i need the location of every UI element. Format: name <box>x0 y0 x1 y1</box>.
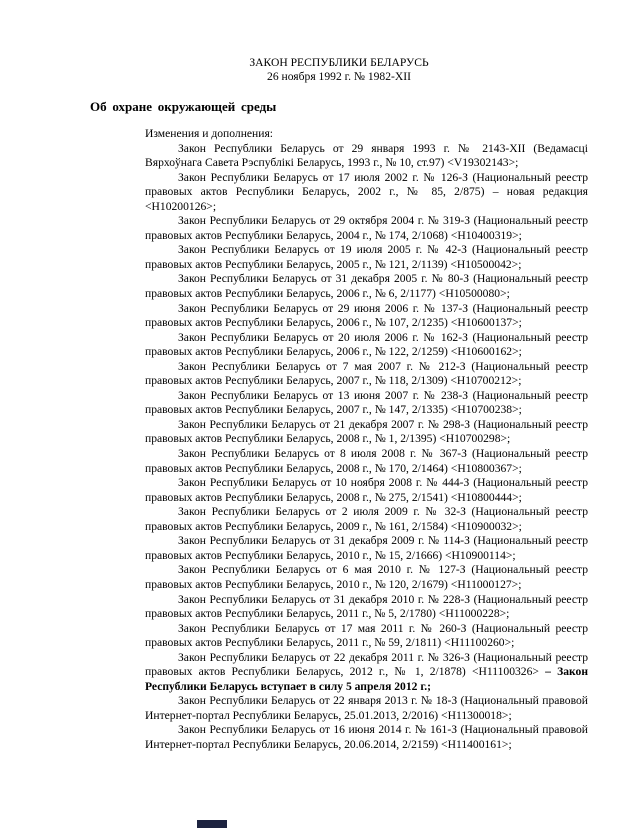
amendment-text: Закон Республики Беларусь от 20 июля 2006 г. № 162-З (Национальный реестр правовых актов Республики Беларусь, 2006 г., № 122, 2/1259) <H10600162>; <box>145 330 588 359</box>
document-title: Об охране окружающей среды <box>90 99 277 114</box>
amendment-entry <box>145 694 588 723</box>
entry-into-force-note: – Закон Республики Беларусь вступает в силу 5 апреля 2012 г.; <box>145 665 589 693</box>
amendment-text: Закон Республики Беларусь от 31 декабря 2010 г. № 228-З (Национальный реестр правовых актов Республики Беларусь, 2011 г., № 5, 2/1780) <H11000228>; <box>145 592 588 621</box>
amendment-entry <box>145 142 588 171</box>
amendment-text: Закон Республики Беларусь от 13 июня 2007 г. № 238-З (Национальный реестр правовых актов Республики Беларусь, 2007 г., № 147, 2/1335) <H10700238>; <box>145 388 588 417</box>
amendment-entry <box>145 476 588 505</box>
amendment-text: Закон Республики Беларусь от 31 декабря 2009 г. № 114-З (Национальный реестр правовых актов Республики Беларусь, 2010 г., № 15, 2/1666) <H10900114>; <box>145 534 588 562</box>
amendments-heading: Изменения и дополнения: <box>145 127 274 140</box>
amendment-entry <box>145 418 588 447</box>
amendment-entry <box>145 331 588 360</box>
amendment-text: Закон Республики Беларусь от 19 июля 2005 г. № 42-З (Национальный реестр правовых актов Республики Беларусь, 2005 г., № 121, 2/1139) <H10500042>; <box>145 243 588 271</box>
amendment-text: Закон Республики Беларусь от 2 июля 2009 г. № 32-З (Национальный реестр правовых актов Республики Беларусь, 2009 г., № 161, 2/1584) <H10900032>; <box>145 505 588 533</box>
amendment-entry <box>145 360 588 389</box>
amendment-entry <box>145 302 588 331</box>
amendment-entry <box>145 723 588 752</box>
bottom-edge-artifact-bar <box>197 820 227 828</box>
amendment-text: Закон Республики Беларусь от 6 мая 2010 г. № 127-З (Национальный реестр правовых актов Республики Беларусь, 2010 г., № 120, 2/1679) <H11000127>; <box>145 563 588 591</box>
amendment-text: Закон Республики Беларусь от 31 декабря 2005 г. № 80-З (Национальный реестр правовых актов Республики Беларусь, 2006 г., № 6, 2/1177) <H10500080>; <box>145 272 588 301</box>
amendment-text: Закон Республики Беларусь от 29 января 1993 г. № 2143-XII (Ведамасці Вярхоўнага Савета Рэспублікі Беларусь, 1993 г., № 10, ст.97) <V19302143>; <box>145 141 588 170</box>
amendment-entry <box>145 622 588 651</box>
document-body <box>90 56 588 753</box>
amendment-text: Закон Республики Беларусь от 10 ноября 2008 г. № 444-З (Национальный реестр правовых актов Республики Беларусь, 2008 г., № 275, 2/1541) <H10800444>; <box>145 476 588 504</box>
amendment-entry <box>145 272 588 301</box>
amendment-text: Закон Республики Беларусь от 16 июня 2014 г. № 161-З (Национальный правовой Интернет-портал Республики Беларусь, 20.06.2014, 2/2159) <H11400161>; <box>145 723 588 751</box>
amendment-text: Закон Республики Беларусь от 22 декабря 2011 г. № 326-З (Национальный реестр правовых актов Республики Беларусь, 2012 г., № 1, 2/1878) <H11100326> <box>145 650 588 679</box>
amendment-text: Закон Республики Беларусь от 7 мая 2007 г. № 212-З (Национальный реестр правовых актов Республики Беларусь, 2007 г., № 118, 2/1309) <H10700212>; <box>145 359 588 388</box>
document-header <box>90 56 588 84</box>
amendment-entry <box>145 563 588 592</box>
amendment-entry <box>145 505 588 534</box>
amendment-text: Закон Республики Беларусь от 29 июня 2006 г. № 137-З (Национальный реестр правовых актов Республики Беларусь, 2006 г., № 107, 2/1235) <H10600137>; <box>145 301 588 330</box>
amendment-text: Закон Республики Беларусь от 8 июля 2008 г. № 367-З (Национальный реестр правовых актов Республики Беларусь, 2008 г., № 170, 2/1464) <H10800367>; <box>145 447 588 475</box>
law-type-line: ЗАКОН РЕСПУБЛИКИ БЕЛАРУСЬ <box>249 56 429 69</box>
amendment-entry <box>145 651 588 695</box>
amendment-text: Закон Республики Беларусь от 29 октября 2004 г. № 319-З (Национальный реестр правовых актов Республики Беларусь, 2004 г., № 174, 2/1068) <H10400319>; <box>145 214 588 242</box>
amendment-entry <box>145 243 588 272</box>
amendment-text: Закон Республики Беларусь от 17 мая 2011 г. № 260-З (Национальный реестр правовых актов Республики Беларусь, 2011 г., № 59, 2/1811) <H11100260>; <box>145 621 588 650</box>
amendment-text: Закон Республики Беларусь от 21 декабря 2007 г. № 298-З (Национальный реестр правовых актов Республики Беларусь, 2008 г., № 1, 2/1395) <H10700298>; <box>145 417 588 446</box>
amendment-text: Закон Республики Беларусь от 17 июля 2002 г. № 126-З (Национальный реестр правовых актов Республики Беларусь, 2002 г., № 85, 2/875) – новая редакция <H10200126>; <box>145 170 588 213</box>
amendment-text: Закон Республики Беларусь от 22 января 2013 г. № 18-З (Национальный правовой Интернет-портал Республики Беларусь, 25.01.2013, 2/2016) <H11300018>; <box>145 694 588 722</box>
amendment-entry <box>145 171 588 215</box>
amendments-block <box>145 127 588 753</box>
law-date-number-line: 26 ноября 1992 г. № 1982-XII <box>267 70 411 83</box>
amendment-entry <box>145 534 588 563</box>
amendment-entry <box>145 389 588 418</box>
amendment-entry <box>145 593 588 622</box>
amendment-entry <box>145 447 588 476</box>
amendment-entry <box>145 214 588 243</box>
